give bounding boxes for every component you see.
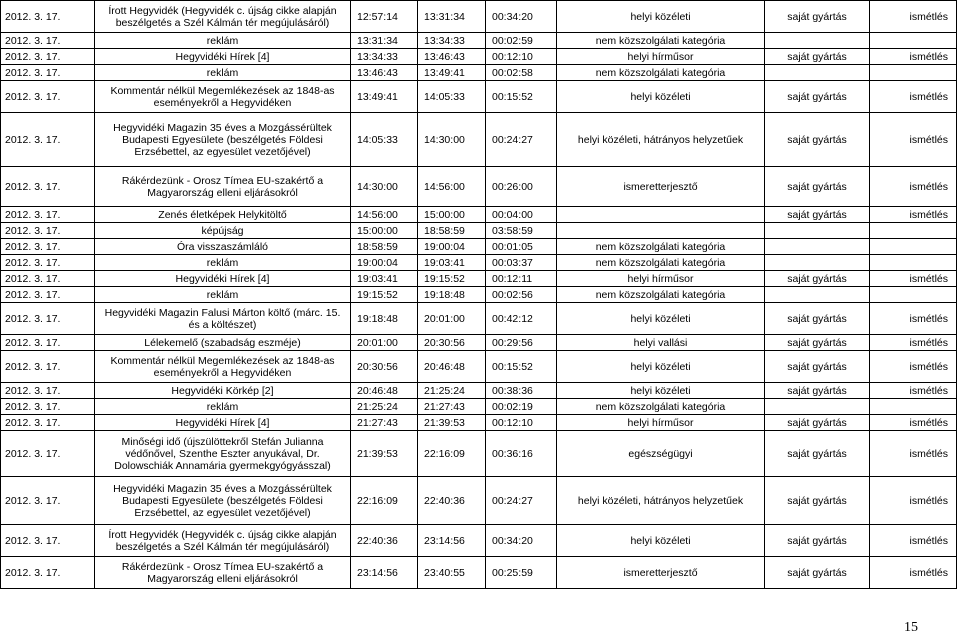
duration-cell: 00:34:20 — [486, 525, 557, 557]
duration-cell: 00:42:12 — [486, 303, 557, 335]
table-row — [1, 1, 957, 33]
program-title-cell: képújság — [95, 223, 351, 239]
program-category-cell: nem közszolgálati kategória — [557, 33, 765, 49]
table-row — [1, 399, 957, 415]
broadcast-date-cell: 2012. 3. 17. — [1, 255, 95, 271]
production-type-cell: saját gyártás — [765, 351, 870, 383]
program-title-cell: Hegyvidéki Hírek [4] — [95, 49, 351, 65]
table-row — [1, 351, 957, 383]
program-title-cell: Zenés életképek Helykitöltő — [95, 207, 351, 223]
end-time-cell: 21:39:53 — [418, 415, 486, 431]
program-category-cell: helyi vallási — [557, 335, 765, 351]
production-type-cell — [765, 399, 870, 415]
program-category-cell: nem közszolgálati kategória — [557, 287, 765, 303]
program-category-cell: nem közszolgálati kategória — [557, 255, 765, 271]
duration-cell: 00:15:52 — [486, 81, 557, 113]
program-title-cell: Hegyvidéki Körkép [2] — [95, 383, 351, 399]
program-title-cell: Lélekemelő (szabadság eszméje) — [95, 335, 351, 351]
broadcast-type-cell: ismétlés — [870, 81, 957, 113]
broadcast-date-cell: 2012. 3. 17. — [1, 525, 95, 557]
start-time-cell: 19:15:52 — [351, 287, 418, 303]
broadcast-date-cell: 2012. 3. 17. — [1, 167, 95, 207]
broadcast-type-cell — [870, 223, 957, 239]
table-row — [1, 65, 957, 81]
start-time-cell: 20:01:00 — [351, 335, 418, 351]
production-type-cell: saját gyártás — [765, 167, 870, 207]
end-time-cell: 13:34:33 — [418, 33, 486, 49]
program-category-cell — [557, 223, 765, 239]
broadcast-date-cell: 2012. 3. 17. — [1, 287, 95, 303]
end-time-cell: 18:58:59 — [418, 223, 486, 239]
end-time-cell: 21:25:24 — [418, 383, 486, 399]
end-time-cell: 19:03:41 — [418, 255, 486, 271]
broadcast-date-cell: 2012. 3. 17. — [1, 239, 95, 255]
broadcast-type-cell: ismétlés — [870, 1, 957, 33]
broadcast-date-cell: 2012. 3. 17. — [1, 431, 95, 477]
start-time-cell: 20:46:48 — [351, 383, 418, 399]
end-time-cell: 22:40:36 — [418, 477, 486, 525]
table-row — [1, 223, 957, 239]
end-time-cell: 19:00:04 — [418, 239, 486, 255]
duration-cell: 00:12:10 — [486, 415, 557, 431]
broadcast-type-cell — [870, 33, 957, 49]
start-time-cell: 22:16:09 — [351, 477, 418, 525]
production-type-cell: saját gyártás — [765, 49, 870, 65]
duration-cell: 00:29:56 — [486, 335, 557, 351]
broadcast-date-cell: 2012. 3. 17. — [1, 81, 95, 113]
program-category-cell: nem közszolgálati kategória — [557, 239, 765, 255]
production-type-cell: saját gyártás — [765, 81, 870, 113]
end-time-cell: 14:05:33 — [418, 81, 486, 113]
program-title-cell: reklám — [95, 33, 351, 49]
broadcast-date-cell: 2012. 3. 17. — [1, 415, 95, 431]
table-row — [1, 557, 957, 589]
production-type-cell — [765, 65, 870, 81]
broadcast-type-cell — [870, 65, 957, 81]
duration-cell: 00:02:56 — [486, 287, 557, 303]
end-time-cell: 13:31:34 — [418, 1, 486, 33]
end-time-cell: 19:18:48 — [418, 287, 486, 303]
table-row — [1, 303, 957, 335]
production-type-cell: saját gyártás — [765, 271, 870, 287]
program-category-cell: helyi közéleti, hátrányos helyzetűek — [557, 113, 765, 167]
broadcast-type-cell: ismétlés — [870, 351, 957, 383]
duration-cell: 00:04:00 — [486, 207, 557, 223]
broadcast-date-cell: 2012. 3. 17. — [1, 33, 95, 49]
duration-cell: 00:02:19 — [486, 399, 557, 415]
program-category-cell: nem közszolgálati kategória — [557, 65, 765, 81]
program-category-cell: helyi hírműsor — [557, 271, 765, 287]
table-row — [1, 49, 957, 65]
end-time-cell: 13:49:41 — [418, 65, 486, 81]
end-time-cell: 15:00:00 — [418, 207, 486, 223]
duration-cell: 00:03:37 — [486, 255, 557, 271]
broadcast-date-cell: 2012. 3. 17. — [1, 113, 95, 167]
program-category-cell: nem közszolgálati kategória — [557, 399, 765, 415]
broadcast-type-cell — [870, 239, 957, 255]
broadcast-type-cell: ismétlés — [870, 271, 957, 287]
broadcast-date-cell: 2012. 3. 17. — [1, 383, 95, 399]
end-time-cell: 23:14:56 — [418, 525, 486, 557]
end-time-cell: 19:15:52 — [418, 271, 486, 287]
production-type-cell: saját gyártás — [765, 557, 870, 589]
table-row — [1, 287, 957, 303]
broadcast-date-cell: 2012. 3. 17. — [1, 351, 95, 383]
program-category-cell: helyi hírműsor — [557, 415, 765, 431]
production-type-cell: saját gyártás — [765, 1, 870, 33]
start-time-cell: 21:25:24 — [351, 399, 418, 415]
broadcast-type-cell: ismétlés — [870, 477, 957, 525]
start-time-cell: 14:30:00 — [351, 167, 418, 207]
program-category-cell: egészségügyi — [557, 431, 765, 477]
duration-cell: 00:24:27 — [486, 113, 557, 167]
program-title-cell: reklám — [95, 255, 351, 271]
start-time-cell: 19:00:04 — [351, 255, 418, 271]
start-time-cell: 22:40:36 — [351, 525, 418, 557]
start-time-cell: 13:31:34 — [351, 33, 418, 49]
program-title-cell: Minőségi idő (újszülöttekről Stefán Julianna védőnővel, Szenthe Eszter anyukával, Dr. Dolowschiák Annamária gyermekgyógyásszal) — [95, 431, 351, 477]
program-title-cell: Hegyvidéki Magazin 35 éves a Mozgássérültek Budapesti Egyesülete (beszélgetés Földesi Erzsébettel, az egyesület vezetőjével) — [95, 477, 351, 525]
program-title-cell: reklám — [95, 287, 351, 303]
table-row — [1, 81, 957, 113]
program-title-cell: reklám — [95, 399, 351, 415]
program-category-cell: helyi közéleti — [557, 303, 765, 335]
production-type-cell: saját gyártás — [765, 207, 870, 223]
program-category-cell — [557, 207, 765, 223]
production-type-cell — [765, 239, 870, 255]
start-time-cell: 14:05:33 — [351, 113, 418, 167]
end-time-cell: 20:01:00 — [418, 303, 486, 335]
program-category-cell: helyi hírműsor — [557, 49, 765, 65]
program-title-cell: Írott Hegyvidék (Hegyvidék c. újság cikke alapján beszélgetés a Szél Kálmán tér megújulásáról) — [95, 1, 351, 33]
broadcast-date-cell: 2012. 3. 17. — [1, 557, 95, 589]
duration-cell: 00:24:27 — [486, 477, 557, 525]
production-type-cell — [765, 33, 870, 49]
program-title-cell: Hegyvidéki Magazin 35 éves a Mozgássérültek Budapesti Egyesülete (beszélgetés Földesi Erzsébettel, az egyesület vezetőjével) — [95, 113, 351, 167]
start-time-cell: 21:39:53 — [351, 431, 418, 477]
start-time-cell: 14:56:00 — [351, 207, 418, 223]
table-row — [1, 207, 957, 223]
table-row — [1, 33, 957, 49]
broadcast-type-cell: ismétlés — [870, 383, 957, 399]
table-row — [1, 113, 957, 167]
start-time-cell: 13:49:41 — [351, 81, 418, 113]
broadcast-type-cell — [870, 399, 957, 415]
broadcast-type-cell: ismétlés — [870, 525, 957, 557]
program-title-cell: Kommentár nélkül Megemlékezések az 1848-as eseményekről a Hegyvidéken — [95, 81, 351, 113]
duration-cell: 00:12:11 — [486, 271, 557, 287]
production-type-cell: saját gyártás — [765, 415, 870, 431]
broadcast-date-cell: 2012. 3. 17. — [1, 49, 95, 65]
duration-cell: 00:25:59 — [486, 557, 557, 589]
program-category-cell: helyi közéleti — [557, 351, 765, 383]
table-row — [1, 271, 957, 287]
schedule-body — [1, 1, 957, 589]
start-time-cell: 13:34:33 — [351, 49, 418, 65]
broadcast-type-cell: ismétlés — [870, 167, 957, 207]
start-time-cell: 20:30:56 — [351, 351, 418, 383]
end-time-cell: 20:46:48 — [418, 351, 486, 383]
broadcast-type-cell: ismétlés — [870, 415, 957, 431]
production-type-cell: saját gyártás — [765, 477, 870, 525]
broadcast-date-cell: 2012. 3. 17. — [1, 207, 95, 223]
broadcast-type-cell: ismétlés — [870, 303, 957, 335]
end-time-cell: 14:30:00 — [418, 113, 486, 167]
start-time-cell: 18:58:59 — [351, 239, 418, 255]
program-title-cell: Hegyvidéki Hírek [4] — [95, 415, 351, 431]
end-time-cell: 20:30:56 — [418, 335, 486, 351]
start-time-cell: 21:27:43 — [351, 415, 418, 431]
duration-cell: 00:12:10 — [486, 49, 557, 65]
production-type-cell: saját gyártás — [765, 113, 870, 167]
duration-cell: 00:02:59 — [486, 33, 557, 49]
duration-cell: 03:58:59 — [486, 223, 557, 239]
production-type-cell: saját gyártás — [765, 335, 870, 351]
program-category-cell: helyi közéleti — [557, 383, 765, 399]
program-title-cell: reklám — [95, 65, 351, 81]
broadcast-type-cell: ismétlés — [870, 557, 957, 589]
broadcast-date-cell: 2012. 3. 17. — [1, 1, 95, 33]
table-row — [1, 167, 957, 207]
production-type-cell — [765, 223, 870, 239]
broadcast-date-cell: 2012. 3. 17. — [1, 65, 95, 81]
duration-cell: 00:02:58 — [486, 65, 557, 81]
end-time-cell: 23:40:55 — [418, 557, 486, 589]
duration-cell: 00:26:00 — [486, 167, 557, 207]
broadcast-date-cell: 2012. 3. 17. — [1, 399, 95, 415]
program-title-cell: Írott Hegyvidék (Hegyvidék c. újság cikke alapján beszélgetés a Szél Kálmán tér megújulásáról) — [95, 525, 351, 557]
program-category-cell: helyi közéleti — [557, 81, 765, 113]
start-time-cell: 19:18:48 — [351, 303, 418, 335]
production-type-cell — [765, 255, 870, 271]
table-row — [1, 335, 957, 351]
broadcast-type-cell — [870, 255, 957, 271]
table-row — [1, 431, 957, 477]
duration-cell: 00:36:16 — [486, 431, 557, 477]
table-row — [1, 477, 957, 525]
start-time-cell: 15:00:00 — [351, 223, 418, 239]
end-time-cell: 22:16:09 — [418, 431, 486, 477]
broadcast-date-cell: 2012. 3. 17. — [1, 477, 95, 525]
end-time-cell: 14:56:00 — [418, 167, 486, 207]
program-category-cell: helyi közéleti, hátrányos helyzetűek — [557, 477, 765, 525]
broadcast-date-cell: 2012. 3. 17. — [1, 335, 95, 351]
program-title-cell: Rákérdezünk - Orosz Tímea EU-szakértő a Magyarország elleni eljárásokról — [95, 167, 351, 207]
program-title-cell: Kommentár nélkül Megemlékezések az 1848-as eseményekről a Hegyvidéken — [95, 351, 351, 383]
production-type-cell: saját gyártás — [765, 525, 870, 557]
broadcast-date-cell: 2012. 3. 17. — [1, 303, 95, 335]
start-time-cell: 13:46:43 — [351, 65, 418, 81]
start-time-cell: 19:03:41 — [351, 271, 418, 287]
program-title-cell: Rákérdezünk - Orosz Tímea EU-szakértő a Magyarország elleni eljárásokról — [95, 557, 351, 589]
broadcast-type-cell: ismétlés — [870, 335, 957, 351]
program-category-cell: ismeretterjesztő — [557, 557, 765, 589]
broadcast-date-cell: 2012. 3. 17. — [1, 223, 95, 239]
broadcast-type-cell: ismétlés — [870, 49, 957, 65]
program-title-cell: Hegyvidéki Hírek [4] — [95, 271, 351, 287]
broadcast-type-cell: ismétlés — [870, 207, 957, 223]
program-title-cell: Óra visszaszámláló — [95, 239, 351, 255]
page-number: 15 — [904, 620, 918, 635]
table-row — [1, 255, 957, 271]
production-type-cell: saját gyártás — [765, 303, 870, 335]
broadcast-type-cell: ismétlés — [870, 431, 957, 477]
duration-cell: 00:38:36 — [486, 383, 557, 399]
table-row — [1, 415, 957, 431]
table-row — [1, 525, 957, 557]
production-type-cell: saját gyártás — [765, 431, 870, 477]
broadcast-type-cell — [870, 287, 957, 303]
program-category-cell: helyi közéleti — [557, 525, 765, 557]
production-type-cell: saját gyártás — [765, 383, 870, 399]
end-time-cell: 21:27:43 — [418, 399, 486, 415]
production-type-cell — [765, 287, 870, 303]
duration-cell: 00:01:05 — [486, 239, 557, 255]
program-title-cell: Hegyvidéki Magazin Falusi Márton költő (márc. 15. és a költészet) — [95, 303, 351, 335]
table-row — [1, 383, 957, 399]
duration-cell: 00:34:20 — [486, 1, 557, 33]
start-time-cell: 12:57:14 — [351, 1, 418, 33]
broadcast-type-cell: ismétlés — [870, 113, 957, 167]
table-row — [1, 239, 957, 255]
start-time-cell: 23:14:56 — [351, 557, 418, 589]
broadcast-date-cell: 2012. 3. 17. — [1, 271, 95, 287]
duration-cell: 00:15:52 — [486, 351, 557, 383]
program-category-cell: ismeretterjesztő — [557, 167, 765, 207]
end-time-cell: 13:46:43 — [418, 49, 486, 65]
program-category-cell: helyi közéleti — [557, 1, 765, 33]
